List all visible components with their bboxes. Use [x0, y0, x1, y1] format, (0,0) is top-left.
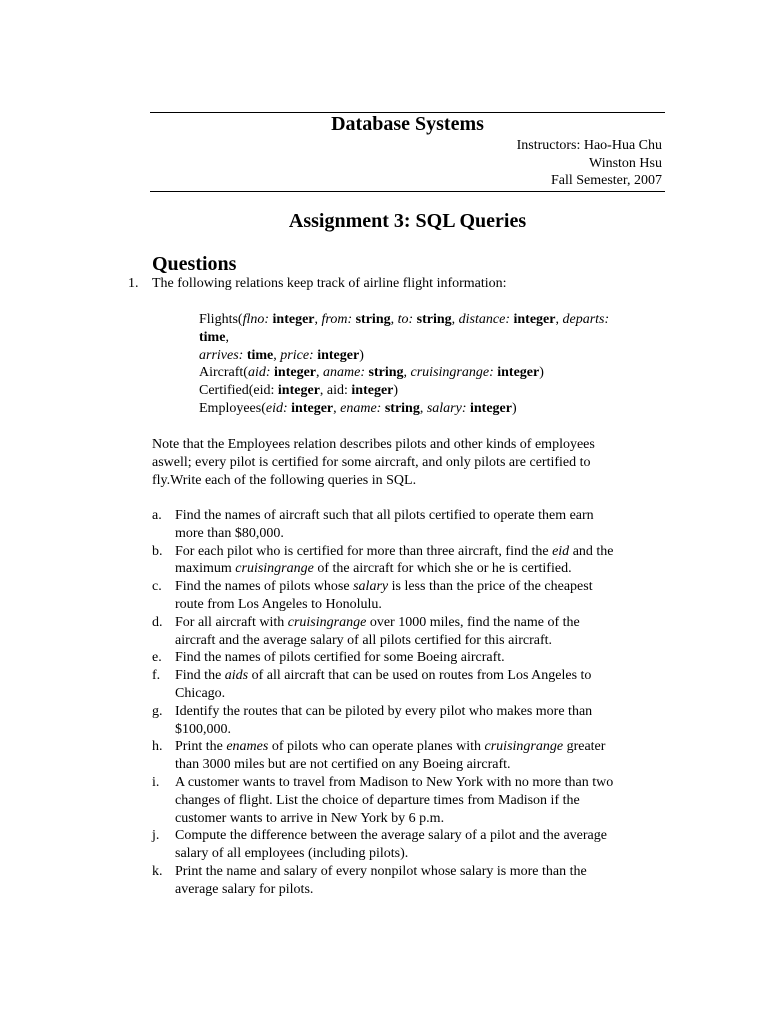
italic-term: enames [226, 739, 269, 755]
aname-type: string [368, 365, 404, 381]
arrives-attr: arrives: [199, 347, 244, 363]
query-item-j [152, 827, 672, 863]
aid-type: integer [274, 365, 317, 381]
text-run: of all aircraft that can be used on routes from Los Angeles to [248, 668, 592, 684]
italic-term: cruisingrange [235, 561, 314, 577]
text-run: For all aircraft with [175, 614, 288, 630]
query-item-d [152, 614, 672, 650]
query-text: Find the names of pilots certified for some Boeing aircraft. [175, 650, 505, 666]
query-label: d. [152, 614, 163, 630]
salary-type: integer [470, 400, 512, 416]
text-run: maximum [175, 561, 236, 577]
price-type: integer [317, 347, 360, 363]
italic-term: salary [353, 579, 389, 595]
query-text [175, 543, 672, 561]
to-attr: to: [397, 312, 414, 327]
text-run: For each pilot who is certified for more than three aircraft, find the [175, 543, 553, 559]
distance-type: integer [513, 312, 556, 327]
text-run: and the [569, 543, 614, 559]
price-attr: price: [280, 347, 314, 363]
query-text: Print the name and salary of every nonpilot whose salary is more than the [175, 863, 587, 879]
schema-flights-line-2: time, [199, 329, 229, 345]
from-attr: from: [321, 312, 353, 327]
ename-type: string [384, 400, 420, 416]
salary-attr: salary: [426, 400, 467, 416]
text-run: is less than the price of the cheapest [388, 579, 593, 595]
query-text: Chicago. [175, 685, 226, 701]
query-label: a. [152, 508, 162, 523]
query-text: $100,000. [175, 721, 231, 737]
schema-flights-line-1: Flights(flno: integer, from: string, to: string, distance: integer, departs: [199, 312, 610, 327]
distance-attr: distance: [458, 312, 510, 327]
assignment-title: Assignment 3: SQL Queries [288, 210, 527, 232]
query-text: average salary for pilots. [175, 881, 314, 897]
arrives-type: time [246, 347, 274, 363]
question-number: 1. [128, 276, 139, 291]
aircraft-name: Aircraft( [199, 365, 248, 381]
query-label: h. [152, 739, 163, 755]
query-label: e. [152, 650, 162, 666]
query-item-i [152, 774, 672, 827]
query-label: c. [152, 579, 162, 595]
certified-aid-type: integer [351, 383, 394, 399]
query-text: A customer wants to travel from Madison to New York with no more than two [175, 774, 614, 790]
schema-block [199, 311, 669, 418]
instructors-line: Instructors: Hao-Hua Chu [516, 138, 662, 153]
query-text: aircraft and the average salary of all pilots certified for this aircraft. [175, 632, 553, 648]
query-item-c [152, 578, 672, 614]
query-item-e [152, 649, 672, 667]
eid-attr: eid: [265, 400, 288, 416]
certified-name: Certified(eid: [199, 383, 278, 399]
to-type: string [416, 312, 452, 327]
query-label: f. [152, 668, 161, 684]
query-label: g. [152, 703, 163, 719]
course-title: Database Systems [331, 113, 484, 135]
schema-employees: Employees(eid: integer, ename: string, salary: integer) [199, 400, 517, 416]
note-line: Note that the Employees relation describes pilots and other kinds of employees [152, 437, 595, 452]
instructor-2: Winston Hsu [589, 155, 662, 171]
query-text: than 3000 miles but are not certified on any Boeing aircraft. [175, 757, 511, 773]
aid-attr: aid: [247, 365, 271, 381]
query-text [175, 614, 672, 632]
certified-aid-label: , aid: [319, 383, 352, 399]
query-label: k. [152, 863, 163, 879]
text-run: greater [563, 739, 606, 755]
text-run: of the aircraft for which she or he is certified. [313, 561, 572, 577]
query-text: route from Los Angeles to Honolulu. [175, 596, 382, 612]
eid-type: integer [291, 400, 334, 416]
query-text [175, 578, 672, 596]
schema-certified: Certified(eid: integer, aid: integer) [199, 383, 399, 399]
query-label: i. [152, 774, 160, 790]
query-text: changes of flight. List the choice of departure times from Madison if the [175, 792, 580, 808]
query-text [175, 738, 672, 756]
query-text: salary of all employees (including pilots). [175, 846, 409, 862]
ename-attr: ename: [340, 400, 382, 416]
query-text: customer wants to arrive in New York by 6 p.m. [175, 810, 445, 826]
flights-name: Flights( [199, 312, 243, 327]
text-run: Print the [175, 739, 227, 755]
query-list [152, 507, 672, 899]
query-item-a [152, 507, 672, 543]
departs-attr: departs: [562, 312, 610, 327]
query-item-f [152, 667, 672, 703]
semester: Fall Semester, 2007 [550, 173, 662, 188]
cruisingrange-attr: cruisingrange: [410, 365, 494, 381]
query-text: Compute the difference between the average salary of a pilot and the average [175, 828, 607, 844]
query-text: Identify the routes that can be piloted by every pilot who makes more than [175, 703, 593, 719]
certified-eid-type: integer [277, 383, 320, 399]
text-run: Find the names of pilots whose [175, 579, 354, 595]
italic-term: cruisingrange [484, 739, 564, 755]
note-line: aswell; every pilot is certified for some aircraft, and only pilots are certified to [152, 454, 591, 470]
header-bottom-rule [150, 191, 665, 192]
italic-term: eid [552, 543, 570, 559]
query-item-b [152, 543, 672, 579]
note-line: fly.Write each of the following queries in SQL. [152, 472, 417, 488]
departs-type: time [199, 329, 226, 345]
cruisingrange-type: integer [497, 365, 540, 381]
instructors-block [517, 137, 662, 190]
schema-flights-line-3: arrives: time, price: integer) [199, 347, 364, 363]
query-text: more than $80,000. [175, 525, 284, 541]
from-type: string [355, 312, 391, 327]
query-text [175, 560, 672, 578]
query-item-g [152, 703, 672, 739]
query-label: b. [152, 543, 163, 559]
note-paragraph [152, 436, 662, 489]
italic-term: cruisingrange [287, 614, 367, 630]
question-intro: The following relations keep track of airline flight information: [152, 276, 507, 291]
query-item-k [152, 863, 672, 899]
text-run: of pilots who can operate planes with [268, 739, 485, 755]
query-text: Find the names of aircraft such that all pilots certified to operate them earn [175, 508, 594, 523]
query-label: j. [152, 828, 160, 844]
employees-name: Employees( [199, 400, 266, 416]
flno-attr: flno: [242, 312, 270, 327]
flno-type: integer [272, 312, 315, 327]
text-run: Find the [175, 668, 225, 684]
query-item-h [152, 738, 672, 774]
italic-term: aids [224, 668, 249, 684]
aname-attr: aname: [323, 365, 366, 381]
text-run: over 1000 miles, find the name of the [366, 614, 580, 630]
query-text [175, 667, 672, 685]
questions-heading: Questions [152, 253, 237, 275]
schema-aircraft: Aircraft(aid: integer, aname: string, cruisingrange: integer) [199, 365, 544, 381]
